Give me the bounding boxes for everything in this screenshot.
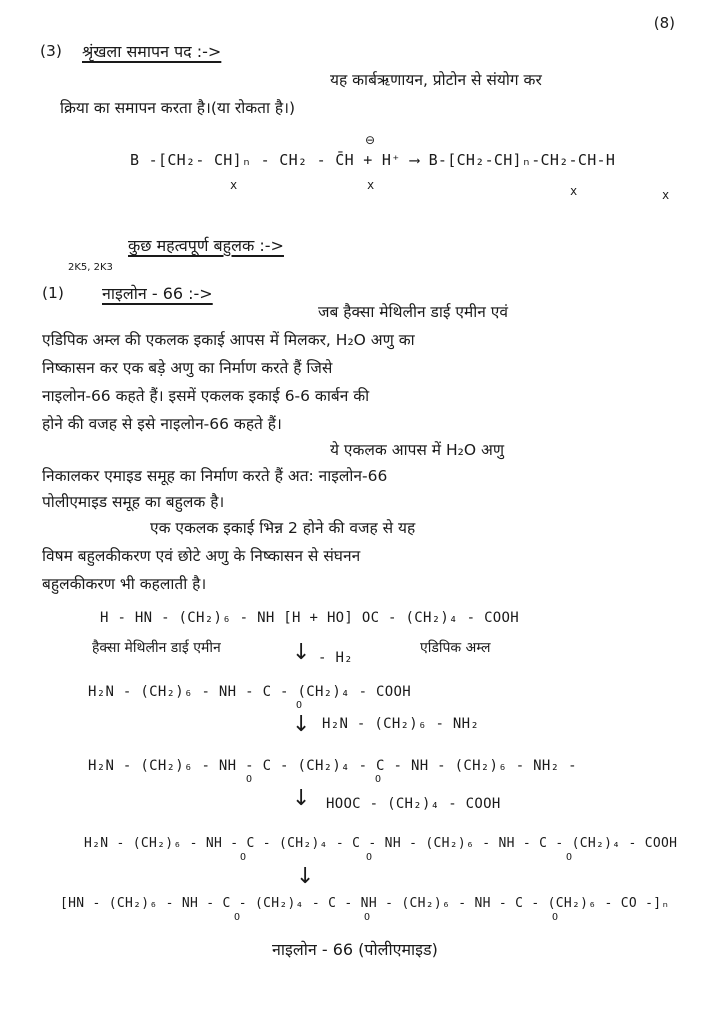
paragraph-line: होने की वजह से इसे नाइलोन-66 कहते हैं। [42,415,282,433]
paragraph-line: जब हैक्सा मेथिलीन डाई एमीन एवं [318,303,508,321]
polymers-heading: कुछ महत्वपूर्ण बहुलक :-> [128,236,284,255]
carbonyl-oxygen: O [566,852,573,863]
termination-equation: B -[CH₂- CH]ₙ - CH₂ - C̄H + H⁺ ⟶ B-[CH₂-CH]ₙ-CH₂-CH-H [130,151,616,169]
section-text-line: क्रिया का समापन करता है।(या रोकता है।) [60,99,296,117]
x-mark: x [230,178,238,192]
paragraph-line: बहुलकीकरण भी कहलाती है। [42,575,207,593]
reaction-arrow: ↓ [292,786,311,811]
reaction-equation: H₂N - (CH₂)₆ - NH - C - (CH₂)₄ - COOH [88,684,411,700]
carbonyl-oxygen: O [246,774,253,785]
paragraph-line: एक एकलक इकाई भिन्न 2 होने की वजह से यह [150,519,416,537]
item-number: (1) [42,284,64,302]
item-heading: नाइलोन - 66 :-> [102,284,213,303]
paragraph-line: एडिपिक अम्ल की एकलक इकाई आपस में मिलकर, H₂O अणु का [42,331,415,349]
reagent-label: H₂N - (CH₂)₆ - NH₂ [322,716,480,732]
paragraph-line: ये एकलक आपस में H₂O अणु [330,441,505,459]
section-text-line: यह कार्बऋणायन, प्रोटोन से संयोग कर [330,71,542,89]
paragraph-line: निकालकर एमाइड समूह का निर्माण करते हैं अत: नाइलोन-66 [42,467,388,485]
page-number: (8) [653,14,675,32]
paragraph-line: नाइलोन-66 कहते हैं। इसमें एकलक इकाई 6-6 कार्बन की [42,387,370,405]
reagent-label: HOOC - (CH₂)₄ - COOH [326,796,501,812]
paragraph-line: विषम बहुलकीकरण एवं छोटे अणु के निष्कासन से संघनन [42,547,361,565]
reaction-arrow: ↓ [292,712,311,737]
byproduct-label: - H₂ [318,650,353,666]
paragraph-line: पोलीएमाइड समूह का बहुलक है। [42,493,225,511]
polymer-formula: [HN - (CH₂)₆ - NH - C - (CH₂)₄ - C - NH - (CH₂)₆ - NH - C - (CH₂)₆ - CO -]ₙ [60,896,670,911]
product-name: नाइलोन - 66 (पोलीएमाइड) [272,940,438,959]
carbonyl-oxygen: O [240,852,247,863]
reaction-arrow: ↓ [292,640,311,665]
x-mark: x [662,188,670,202]
reaction-arrow: ↓ [296,864,315,889]
carbonyl-oxygen: O [375,774,382,785]
carbonyl-oxygen: O [552,912,559,923]
reaction-equation: H₂N - (CH₂)₆ - NH - C - (CH₂)₄ - C - NH - (CH₂)₆ - NH₂ - [88,758,577,774]
section-heading: श्रृंखला समापन पद :-> [82,42,222,61]
section-number: (3) [40,42,62,60]
carbonyl-oxygen: O [296,700,303,711]
paragraph-line: निष्कासन कर एक बड़े अणु का निर्माण करते हैं जिसे [42,359,333,377]
reaction-equation: H₂N - (CH₂)₆ - NH - C - (CH₂)₄ - C - NH - (CH₂)₆ - NH - C - (CH₂)₄ - COOH [84,836,678,851]
reactant-label: एडिपिक अम्ल [420,640,491,656]
x-mark: x [570,184,578,198]
charge-symbol: ⊖ [365,133,376,147]
carbonyl-oxygen: O [234,912,241,923]
reaction-equation: H - HN - (CH₂)₆ - NH [H + HO] OC - (CH₂)₄ - COOH [100,610,519,626]
x-mark: x [367,178,375,192]
marks-note: 2K5, 2K3 [68,262,113,273]
carbonyl-oxygen: O [364,912,371,923]
carbonyl-oxygen: O [366,852,373,863]
reactant-label: हैक्सा मेथिलीन डाई एमीन [92,640,221,656]
